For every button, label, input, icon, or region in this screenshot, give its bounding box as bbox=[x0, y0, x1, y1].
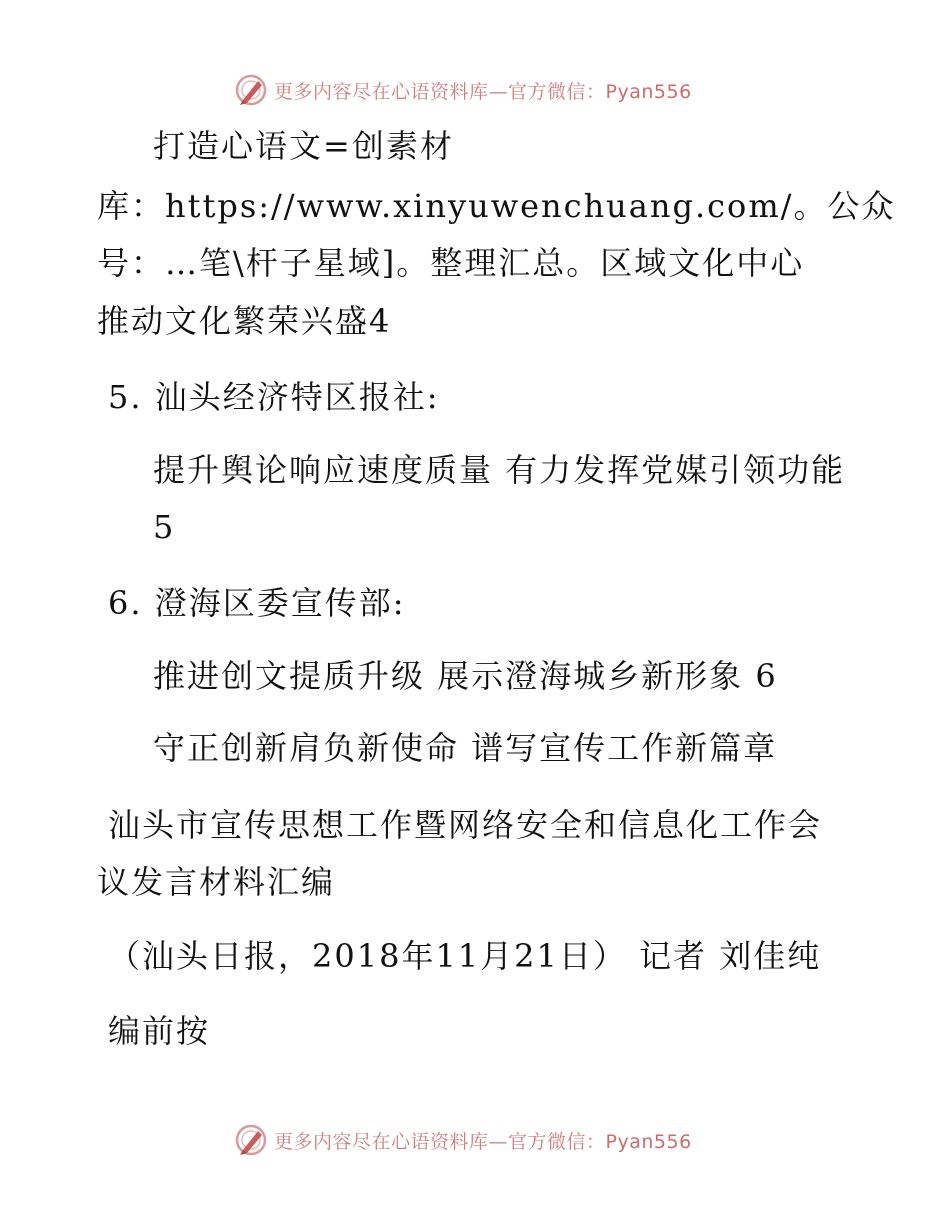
text-line-3: 号：…笔\杆子星域]。整理汇总。区域文化中心 bbox=[97, 244, 805, 282]
text-line-2: 库：https://www.xinyuwenchuang.com/。公众 bbox=[97, 187, 896, 225]
subtitle-line-2: 议发言材料汇编 bbox=[97, 863, 336, 901]
text-line-4: 推动文化繁荣兴盛4 bbox=[97, 302, 392, 340]
pen-logo-icon bbox=[234, 1123, 268, 1157]
article-title-6: 推进创文提质升级 展示澄海城乡新形象 6 bbox=[153, 657, 778, 695]
watermark-header bbox=[234, 72, 692, 108]
pen-logo-icon bbox=[234, 73, 268, 107]
byline: （汕头日报，2018年11月21日） 记者 刘佳纯 bbox=[108, 937, 822, 975]
editor-note-heading: 编前按 bbox=[108, 1012, 211, 1050]
text-line-1: 打造心语文=创素材 bbox=[153, 127, 454, 165]
article-title-5: 提升舆论响应速度质量 有力发挥党媒引领功能 bbox=[153, 451, 846, 489]
watermark-text: 更多内容尽在心语资料库—官方微信：Pyan556 bbox=[274, 1130, 692, 1153]
article-headline: 守正创新肩负新使命 谱写宣传工作新篇章 bbox=[153, 729, 778, 767]
section-heading-5: 5. 汕头经济特区报社: bbox=[108, 378, 440, 416]
subtitle-line-1: 汕头市宣传思想工作暨网络安全和信息化工作会 bbox=[108, 806, 823, 844]
page-number-5: 5 bbox=[153, 508, 176, 546]
watermark-text: 更多内容尽在心语资料库—官方微信：Pyan556 bbox=[274, 80, 692, 103]
section-heading-6: 6. 澄海区委宣传部: bbox=[108, 584, 406, 622]
watermark-footer bbox=[234, 1122, 692, 1158]
